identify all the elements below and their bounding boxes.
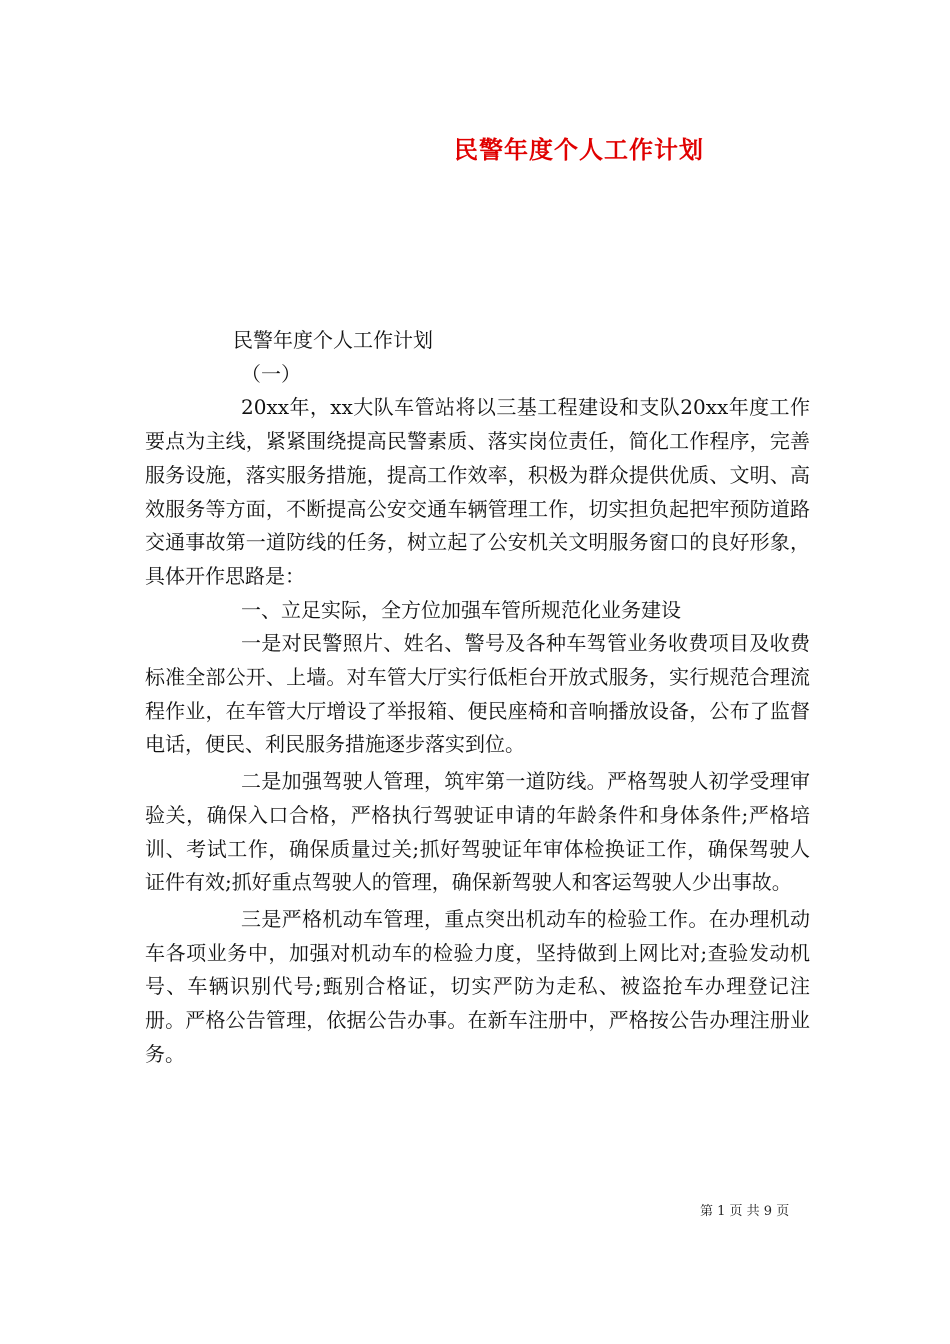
paragraph-item-3: 三是严格机动车管理，重点突出机动车的检验工作。在办理机动车各项业务中，加强对机动车的检验力度，坚持做到上网比对;查验发动机号、车辆识别代号;甄别合格证，切实严防为走私、被盗抢车办理登记注册。严格公告管理，依据公告办事。在新车注册中，严格按公告办理注册业务。 [145, 906, 810, 1066]
document-heading: 民警年度个人工作计划 [233, 328, 433, 352]
paragraph-item-2: 二是加强驾驶人管理，筑牢第一道防线。严格驾驶人初学受理审验关，确保入口合格，严格执行驾驶证申请的年龄条件和身体条件;严格培训、考试工作，确保质量过关;抓好驾驶证年审体检换证工作，确保驾驶人证件有效;抓好重点驾驶人的管理，确保新驾驶人和客运驾驶人少出事故。 [145, 769, 810, 895]
paragraph-item-1: 一是对民警照片、姓名、警号及各种车驾管业务收费项目及收费标准全部公开、上墙。对车管大厅实行低柜台开放式服务，实行规范合理流程作业，在车管大厅增设了举报箱、便民座椅和音响播放设备，公布了监督电话，便民、利民服务措施逐步落实到位。 [145, 631, 810, 757]
paragraph-intro: 20xx年，xx大队车管站将以三基工程建设和支队20xx年度工作要点为主线，紧紧围绕提高民警素质、落实岗位责任，简化工作程序，完善服务设施，落实服务措施，提高工作效率，积极为群众提供优质、文明、高效服务等方面，不断提高公安交通车辆管理工作，切实担负起把牢预防道路交通事故第一道防线的任务，树立起了公安机关文明服务窗口的良好形象，具体开作思路是： [145, 395, 810, 588]
page-title: 民警年度个人工作计划 [454, 135, 704, 164]
document-body [145, 324, 810, 1071]
section-number: （一） [241, 361, 301, 386]
page-number: 第 1 页 共 9 页 [700, 1204, 790, 1219]
section-heading-1: 一、立足实际，全方位加强车管所规范化业务建设 [241, 597, 681, 622]
